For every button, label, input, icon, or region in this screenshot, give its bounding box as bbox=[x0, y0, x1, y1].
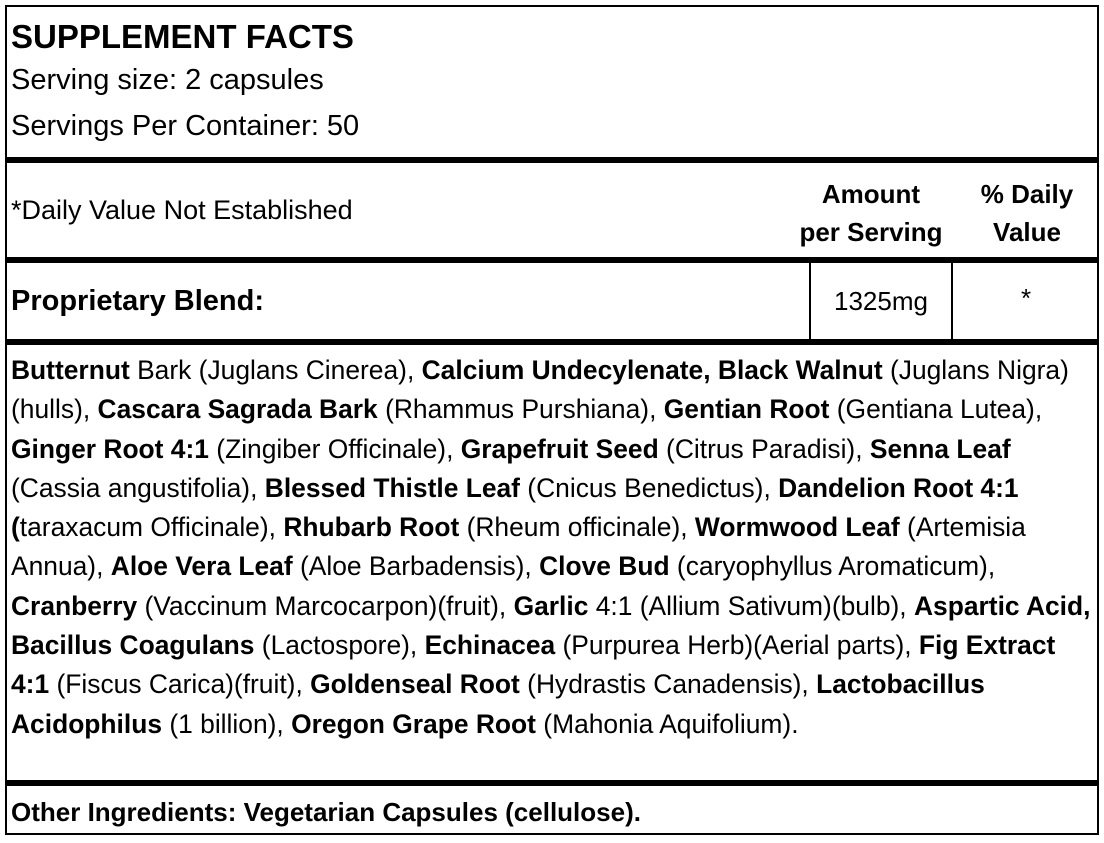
ingredient-detail: (Cnicus Benedictus), bbox=[519, 472, 779, 503]
other-ingredients: Other Ingredients: Vegetarian Capsules (cellulose). bbox=[11, 797, 641, 827]
blend-amount: 1325mg bbox=[809, 263, 953, 339]
ingredient-detail: (1 billion), bbox=[162, 708, 292, 739]
ingredient-name: Aspartic Acid, Bacillus Coagulans bbox=[11, 590, 1091, 661]
ingredient-name: Lactobacillus Acidophilus bbox=[11, 669, 985, 739]
ingredient-name: Calcium Undecylenate, Black Walnut bbox=[421, 355, 883, 385]
servings-per-container: Servings Per Container: 50 bbox=[11, 110, 360, 142]
ingredient-detail: (Cassia angustifolia), bbox=[11, 472, 265, 503]
ingredient-name: Dandelion Root 4:1 ( bbox=[11, 472, 1019, 543]
ingredient-name: Butternut bbox=[11, 355, 130, 385]
ingredient-detail: 4:1 (Allium Sativum)(bulb), bbox=[588, 590, 914, 621]
ingredient-detail: (caryophyllus Aromaticum), bbox=[669, 551, 996, 582]
ingredients-list bbox=[11, 351, 1093, 744]
ingredient-name: Ginger Root 4:1 bbox=[11, 433, 209, 464]
ingredient-name: Garlic bbox=[513, 590, 589, 621]
ingredient-detail: Bark (Juglans Cinerea), bbox=[129, 355, 422, 385]
ingredient-name: Cranberry bbox=[11, 590, 138, 621]
serving-size: Serving size: 2 capsules bbox=[11, 64, 324, 96]
ingredient-detail: taraxacum Officinale), bbox=[19, 512, 284, 543]
ingredient-detail: (Rheum officinale), bbox=[459, 512, 695, 543]
ingredient-name: Echinacea bbox=[424, 630, 556, 661]
amount-header-line2: per Serving bbox=[799, 217, 943, 247]
ingredient-name: Clove Bud bbox=[539, 551, 670, 582]
proprietary-blend-row bbox=[7, 263, 1097, 339]
ingredient-name: Gentian Root bbox=[663, 394, 830, 425]
facts-title: SUPPLEMENT FACTS bbox=[11, 18, 354, 55]
blend-name: Proprietary Blend: bbox=[11, 285, 264, 317]
ingredient-detail: (Gentiana Lutea), bbox=[829, 394, 1043, 425]
ingredient-detail: (Vaccinum Marcocarpon)(fruit), bbox=[137, 590, 514, 621]
ingredient-detail: (Artemisia Annua), bbox=[11, 512, 1026, 582]
facts-header bbox=[7, 7, 1097, 157]
ingredient-name: Cascara Sagrada Bark bbox=[97, 394, 378, 425]
ingredient-detail: (Zingiber Officinale), bbox=[208, 433, 461, 464]
ingredient-detail: (Mahonia Aquifolium). bbox=[535, 708, 799, 739]
dv-header-line2: Value bbox=[993, 217, 1061, 247]
ingredient-detail: (Rhammus Purshiana), bbox=[377, 394, 664, 425]
ingredient-detail: (Citrus Paradisi), bbox=[658, 433, 870, 464]
ingredient-detail: (Fiscus Carica)(fruit), bbox=[49, 669, 311, 700]
ingredient-name: Aloe Vera Leaf bbox=[110, 551, 293, 582]
ingredient-detail: (Purpurea Herb)(Aerial parts), bbox=[555, 630, 919, 661]
dv-header-line1: % Daily bbox=[980, 179, 1074, 209]
ingredient-name: Senna Leaf bbox=[869, 433, 1011, 464]
column-header-row bbox=[7, 163, 1097, 257]
daily-value-header bbox=[957, 175, 1097, 251]
ingredient-detail: (Lactospore), bbox=[254, 630, 425, 661]
supplement-facts-panel bbox=[5, 5, 1099, 835]
ingredient-name: Oregon Grape Root bbox=[291, 708, 536, 739]
amount-header-line1: Amount bbox=[821, 179, 921, 209]
ingredient-detail: (Hydrastis Canadensis), bbox=[519, 669, 817, 700]
ingredient-name: Wormwood Leaf bbox=[694, 512, 900, 543]
blend-daily-value: * bbox=[1020, 283, 1032, 313]
ingredient-detail: (Aloe Barbadensis), bbox=[292, 551, 540, 582]
ingredient-name: Goldenseal Root bbox=[310, 669, 520, 700]
amount-per-serving-header bbox=[789, 175, 953, 251]
daily-value-note: *Daily Value Not Established bbox=[11, 195, 353, 225]
ingredient-name: Rhubarb Root bbox=[283, 512, 460, 543]
ingredient-name: Blessed Thistle Leaf bbox=[264, 472, 520, 503]
ingredient-detail: (Juglans Nigra)(hulls), bbox=[11, 355, 1069, 425]
ingredients-section bbox=[7, 345, 1097, 780]
ingredient-name: Grapefruit Seed bbox=[460, 433, 659, 464]
ingredient-name: Fig Extract 4:1 bbox=[11, 630, 1056, 700]
